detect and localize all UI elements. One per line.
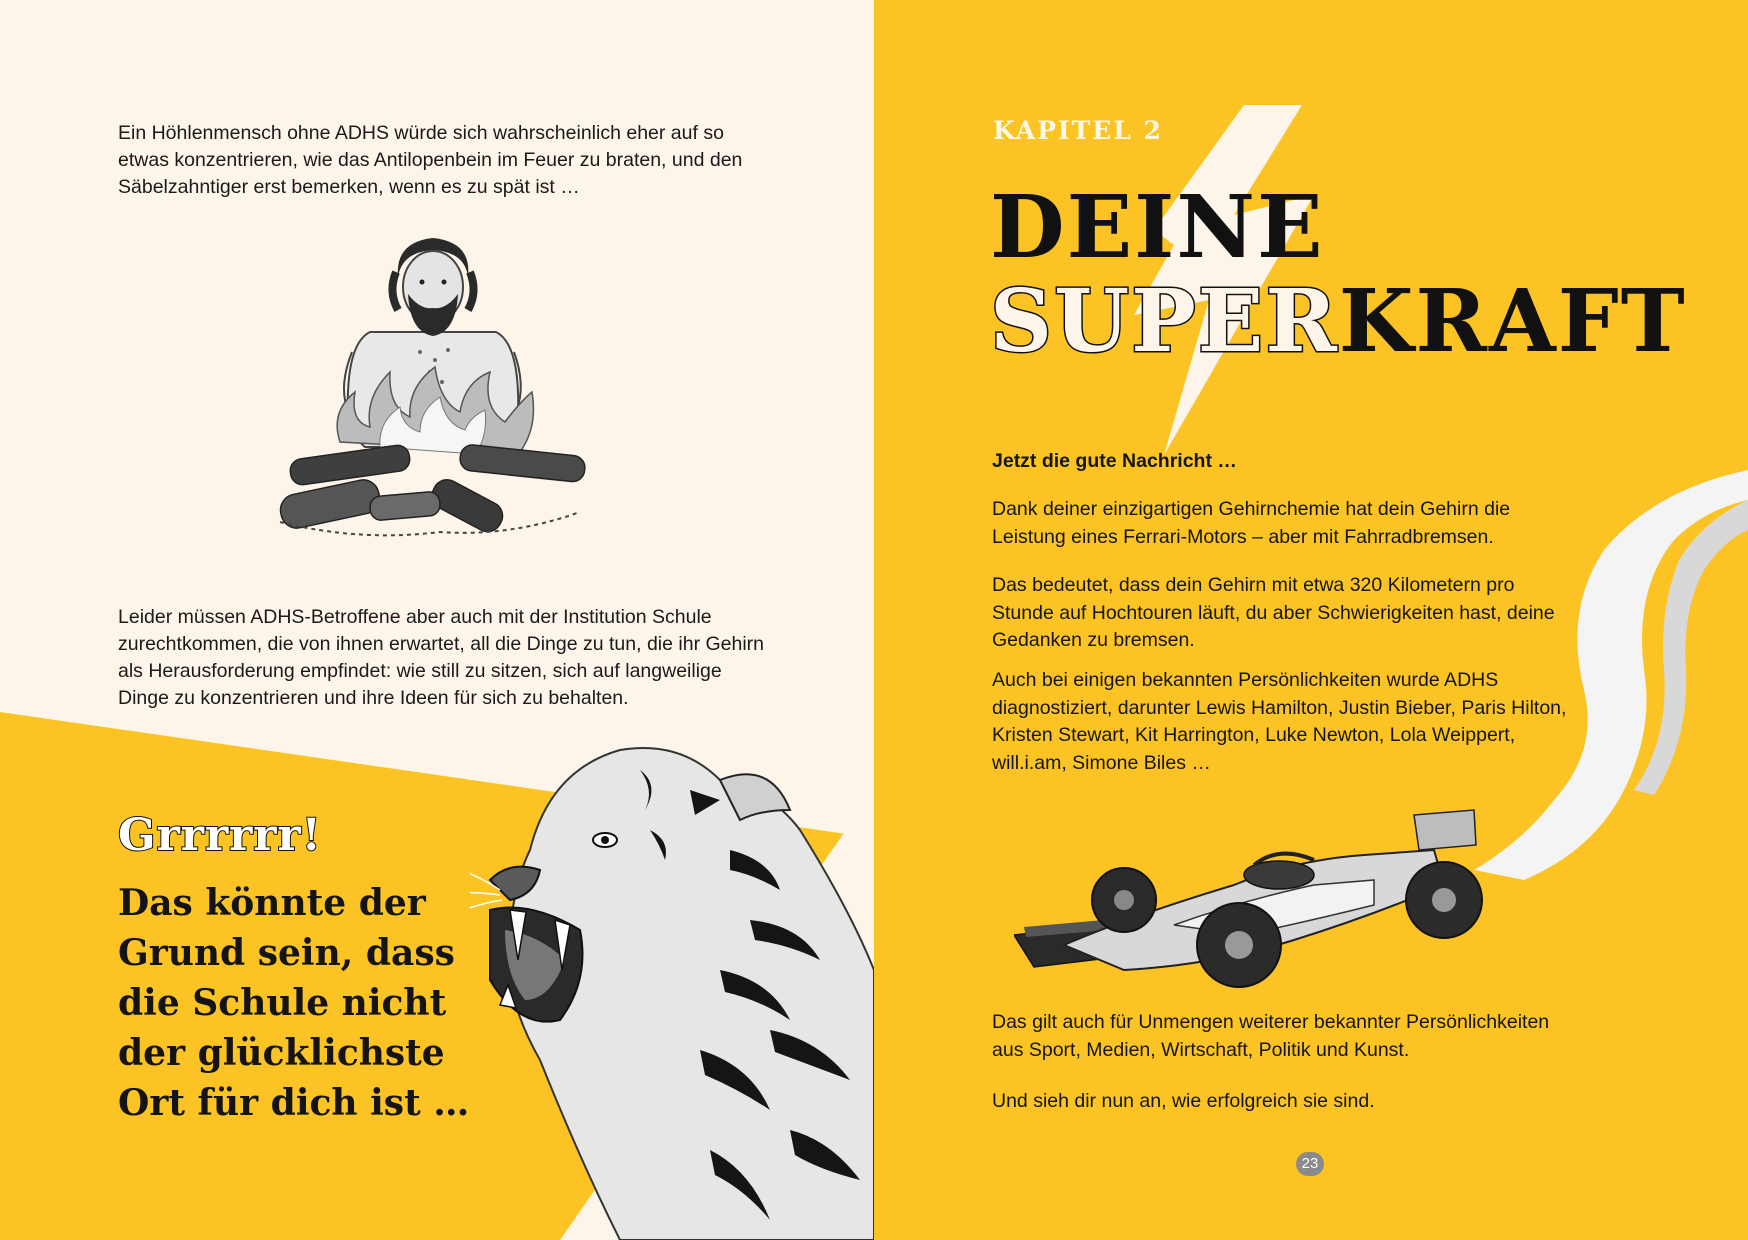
formula-one-car-illustration: [1014, 805, 1484, 995]
sabertooth-tiger-illustration: [470, 730, 874, 1240]
success-paragraph: Und sieh dir nun an, wie erfolgreich sie sind.: [992, 1090, 1375, 1112]
title-solid-word: KRAFT: [1338, 271, 1687, 372]
speed-paragraph: Das bedeutet, dass dein Gehirn mit etwa 320 Kilometern pro Stunde auf Hochtouren läuft, du aber Schwierigkeiten hast, deine Gedanken zu bremsen.: [992, 574, 1555, 651]
intro-paragraph: Ein Höhlenmensch ohne ADHS würde sich wahrscheinlich eher auf so etwas konzentrieren, wie das Antilopenbein im Feuer zu braten, und den Säbelzahntiger erst bemerken, wenn es zu spät ist …: [118, 122, 743, 198]
right-page: [874, 0, 1748, 1240]
celebrities-paragraph: Auch bei einigen bekannten Persönlichkeiten wurde ADHS diagnostiziert, darunter Lewis Hamilton, Justin Bieber, Paris Hilton, Kristen Stewart, Kit Harrington, Luke Newton, Lola Weippert, will.i.am, Simone Biles …: [992, 669, 1567, 774]
chapter-title-line1: DEINE: [990, 177, 1325, 278]
caveman-at-fire-illustration: [270, 232, 610, 587]
ferrari-paragraph: Dank deiner einzigartigen Gehirnchemie hat dein Gehirn die Leistung eines Ferrari-Motors – aber mit Fahrradbremsen.: [992, 498, 1511, 548]
growl-heading: Grrrrrr!: [118, 810, 322, 861]
chapter-label: KAPITEL 2: [993, 116, 1163, 145]
good-news-subheading: Jetzt die gute Nachricht …: [992, 450, 1237, 472]
more-celebrities-paragraph: Das gilt auch für Unmengen weiterer bekannter Persönlichkeiten aus Sport, Medien, Wirtschaft, Politik und Kunst.: [992, 1011, 1550, 1061]
chapter-title-line2: [990, 271, 1687, 372]
tiger-quote: Das könnte der Grund sein, dass die Schule nicht der glücklichste Ort für dich ist …: [118, 882, 470, 1124]
school-paragraph: Leider müssen ADHS-Betroffene aber auch mit der Institution Schule zurechtkommen, die von ihnen erwartet, all die Dinge zu tun, die ihr Gehirn als Herausforderung empfindet: wie still zu sitzen, sich auf langweilige Dinge zu konzentrieren und ihre Ideen für sich zu behalten.: [118, 606, 765, 709]
title-outline-word: SUPER: [990, 271, 1339, 372]
page-number: 23: [1296, 1152, 1324, 1176]
